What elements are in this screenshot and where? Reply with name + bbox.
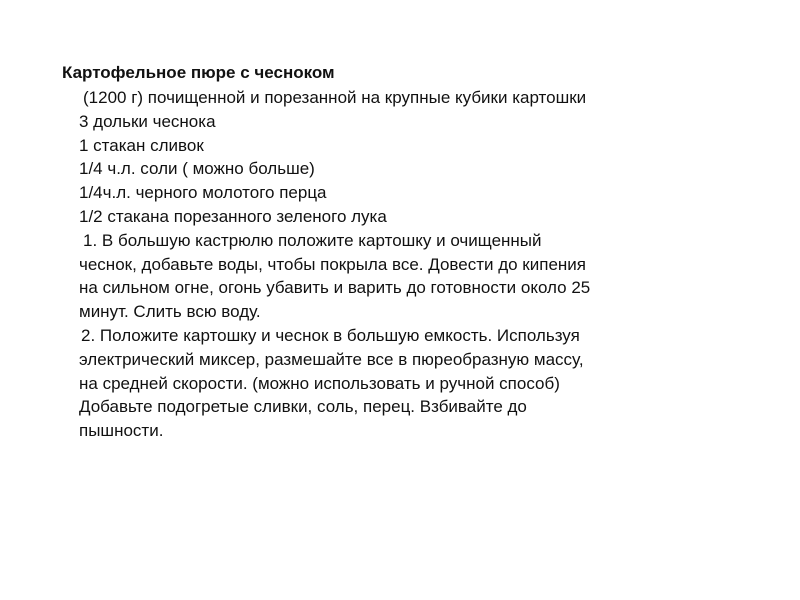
step-1-line: 1. В большую кастрюлю положите картошку и очищенный — [83, 230, 542, 250]
step-2-line: на средней скорости. (можно использовать и ручной способ) — [79, 373, 560, 393]
step-2-line: Добавьте подогретые сливки, соль, перец. Взбивайте до — [79, 397, 527, 417]
step-1-line: минут. Слить всю воду. — [79, 302, 261, 322]
step-2-line: 2. Положите картошку и чеснок в большую емкость. Используя — [81, 325, 580, 345]
step-1-line: чеснок, добавьте воды, чтобы покрыла все. Довести до кипения — [79, 254, 586, 274]
recipe-title: Картофельное пюре с чесноком — [62, 63, 335, 82]
ingredient-line: 1/4 ч.л. соли ( можно больше) — [79, 159, 315, 179]
recipe-body — [79, 86, 779, 443]
step-2-line: электрический миксер, размешайте все в пюреобразную массу, — [79, 349, 584, 369]
ingredient-line: 3 дольки чеснока — [79, 111, 216, 131]
ingredient-line: (1200 г) почищенной и порезанной на крупные кубики картошки — [83, 88, 587, 107]
ingredient-line: 1/2 стакана порезанного зеленого лука — [79, 206, 387, 226]
step-2-line: пышности. — [79, 421, 164, 441]
ingredient-line: 1 стакан сливок — [79, 135, 204, 155]
step-1-line: на сильном огне, огонь убавить и варить до готовности около 25 — [79, 278, 591, 298]
ingredient-line: 1/4ч.л. черного молотого перца — [79, 183, 327, 203]
